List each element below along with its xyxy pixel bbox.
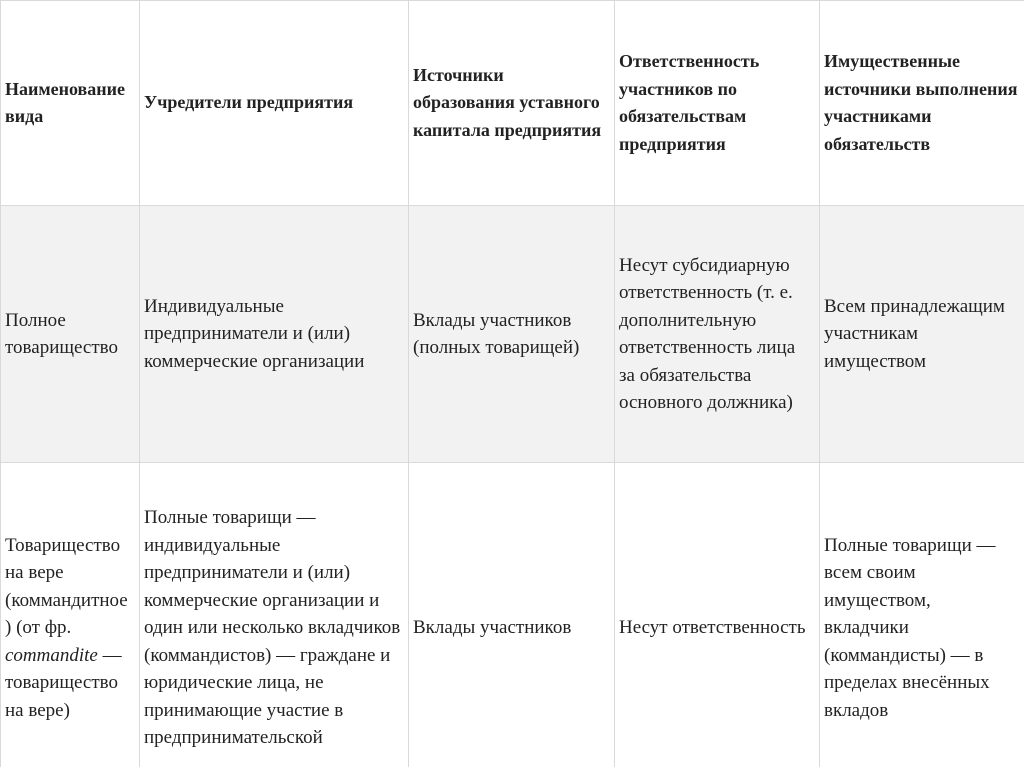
header-capital-sources: Источники образования уставного капитала предприятия [409, 1, 615, 206]
cell-name [1, 463, 140, 767]
cell-founders: Индивидуальные предприниматели и (или) коммерческие организации [140, 206, 409, 463]
cell-name-text-end: — товарищество на вере) [5, 644, 122, 721]
cell-name: Полное товарищество [1, 206, 140, 463]
cell-name-text-start: Товарищество на вере (коммандитное) (от фр. [5, 534, 128, 639]
table-header-row [1, 1, 1024, 206]
header-liability: Ответственность участников по обязательствам предприятия [615, 1, 820, 206]
header-property-sources: Имущественные источники выполнения участниками обязательств [820, 1, 1024, 206]
header-name: Наименование вида [1, 1, 140, 206]
cell-property-sources: Полные товарищи — всем своим имуществом, вкладчики (коммандисты) — в пределах внесённых вкладов [820, 463, 1024, 767]
cell-property-sources: Всем принадлежащим участникам имуществом [820, 206, 1024, 463]
table-row [1, 463, 1024, 767]
cell-founders: Полные товарищи — индивидуальные предприниматели и (или) коммерческие организации и один или несколько вкладчиков (коммандистов) — граждане и юридические лица, не принимающие участие в предпринимательской [140, 463, 409, 767]
cell-liability: Несут субсидиарную ответственность (т. е. дополнительную ответственность лица за обязательства основного должника) [615, 206, 820, 463]
cell-capital-sources: Вклады участников [409, 463, 615, 767]
cell-capital-sources: Вклады участников (полных товарищей) [409, 206, 615, 463]
header-founders: Учредители предприятия [140, 1, 409, 206]
table-row [1, 206, 1024, 463]
cell-liability: Несут ответственность [615, 463, 820, 767]
cell-name-italic-term: commandite [5, 644, 98, 666]
